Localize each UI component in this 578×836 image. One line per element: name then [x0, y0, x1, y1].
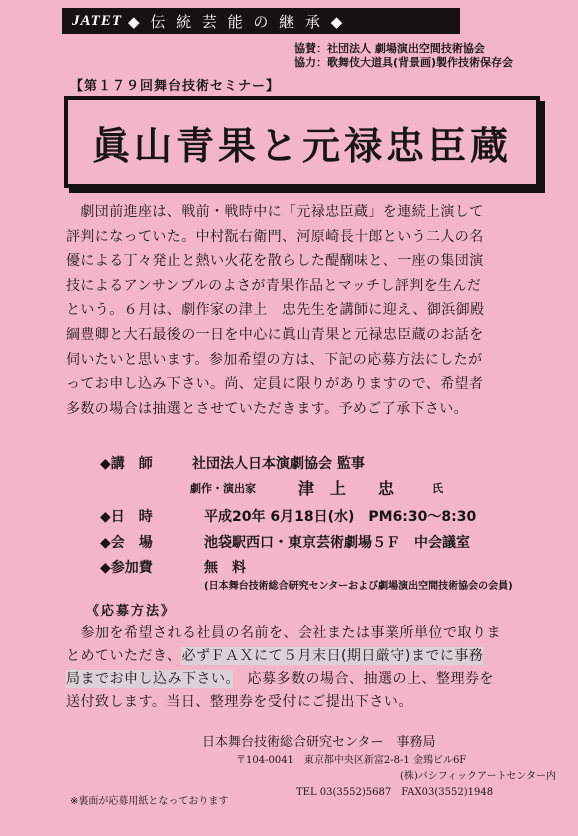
brand-tagline: ◆ 伝 統 芸 能 の 継 承 ◆	[128, 12, 346, 31]
application-line: 送付致します。当日、整理券を受付にご提出下さい。	[66, 694, 413, 710]
fee-note: (日本舞台技術総合研究センターおよび劇場演出空間技術協会の会員)	[204, 581, 513, 592]
lecturer-name: 津 上 忠	[298, 479, 395, 498]
fee-value: 無 料	[204, 560, 246, 576]
fax-deadline-highlight: 必ずＦＡＸにて５月末日(期日厳守)までに事務	[181, 648, 484, 664]
application-line	[66, 645, 546, 668]
application-line	[66, 668, 546, 691]
organizer-address: 〒104-0041 東京都中央区新富2-8-1 金鵄ビル6F	[236, 755, 467, 766]
title-box	[64, 96, 540, 188]
description-paragraph	[66, 200, 542, 421]
body-line: 劇団前進座は、戦前・戦時中に「元禄忠臣蔵」を連続上演して	[66, 204, 484, 220]
body-line: 評判になっていた。中村翫右衛門、河原崎長十郎という二人の名	[66, 228, 484, 245]
application-text: 応募多数の場合、抽選の上、整理券を	[233, 671, 494, 687]
lecturer-role: 劇作・演出家	[190, 482, 256, 495]
application-line: 参加を希望される社員の名前を、会社または事業所単位で取りま	[66, 625, 501, 641]
seminar-label: 【第１７９回舞台技術セミナー】	[70, 79, 281, 94]
application-text: とめていただき、	[66, 648, 182, 664]
apply-instruction-highlight: 局までお申し込み下さい。	[66, 671, 233, 687]
brand-header-bar	[62, 8, 460, 34]
venue-label: ◆会 場	[100, 535, 153, 551]
support-credit: 協賛：社団法人 劇場演出空間技術協会	[294, 42, 485, 55]
body-line: 綱豊卿と大石最後の一日を中心に眞山青果と元禄忠臣蔵のお話を	[66, 326, 484, 343]
lecturer-label: ◆講 師	[100, 456, 153, 472]
organizer-care-of: (株)パシフィックアートセンター内	[400, 771, 557, 782]
date-label: ◆日 時	[100, 509, 153, 525]
organizer-tel-fax: TEL 03(3552)5687 FAX03(3552)1948	[296, 787, 494, 798]
body-line: ってお申し込み下さい。尚、定員に限りがありますので、希望者	[66, 376, 484, 393]
cooperation-credit: 協力：歌舞伎大道具(背景画)製作技術保存会	[294, 56, 514, 69]
application-paragraph	[66, 622, 546, 714]
body-line: 伺いたいと思います。参加希望の方は、下記の応募方法にしたが	[66, 351, 483, 368]
lecturer-org: 社団法人日本演劇協会 監事	[192, 456, 365, 472]
lecturer-suffix: 氏	[432, 482, 443, 495]
footnote: ※裏面が応募用紙となっております	[70, 796, 229, 807]
body-line: という。６月は、劇作家の津上 忠先生を講師に迎え、御浜御殿	[66, 302, 485, 319]
body-line: 優による丁々発止と熱い火花を散らした醍醐味と、一座の集団演	[66, 253, 484, 270]
organizer-name: 日本舞台技術総合研究センター 事務局	[202, 735, 436, 750]
jatet-logo: JATET	[72, 12, 123, 29]
date-value: 平成20年 6月18日(水) PM6:30〜8:30	[204, 509, 477, 525]
application-heading: 《応募方法》	[86, 604, 177, 619]
fee-label: ◆参加費	[100, 560, 153, 576]
venue-value: 池袋駅西口・東京芸術劇場５Ｆ 中会議室	[204, 535, 470, 551]
seminar-title: 眞山青果と元禄忠臣蔵	[91, 122, 512, 168]
body-line: 技によるアンサンブルのよさが青果作品とマッチし評判を生んだ	[66, 277, 482, 294]
body-line: 多数の場合は抽選とさせていただきます。予めご了承下さい。	[66, 400, 469, 417]
